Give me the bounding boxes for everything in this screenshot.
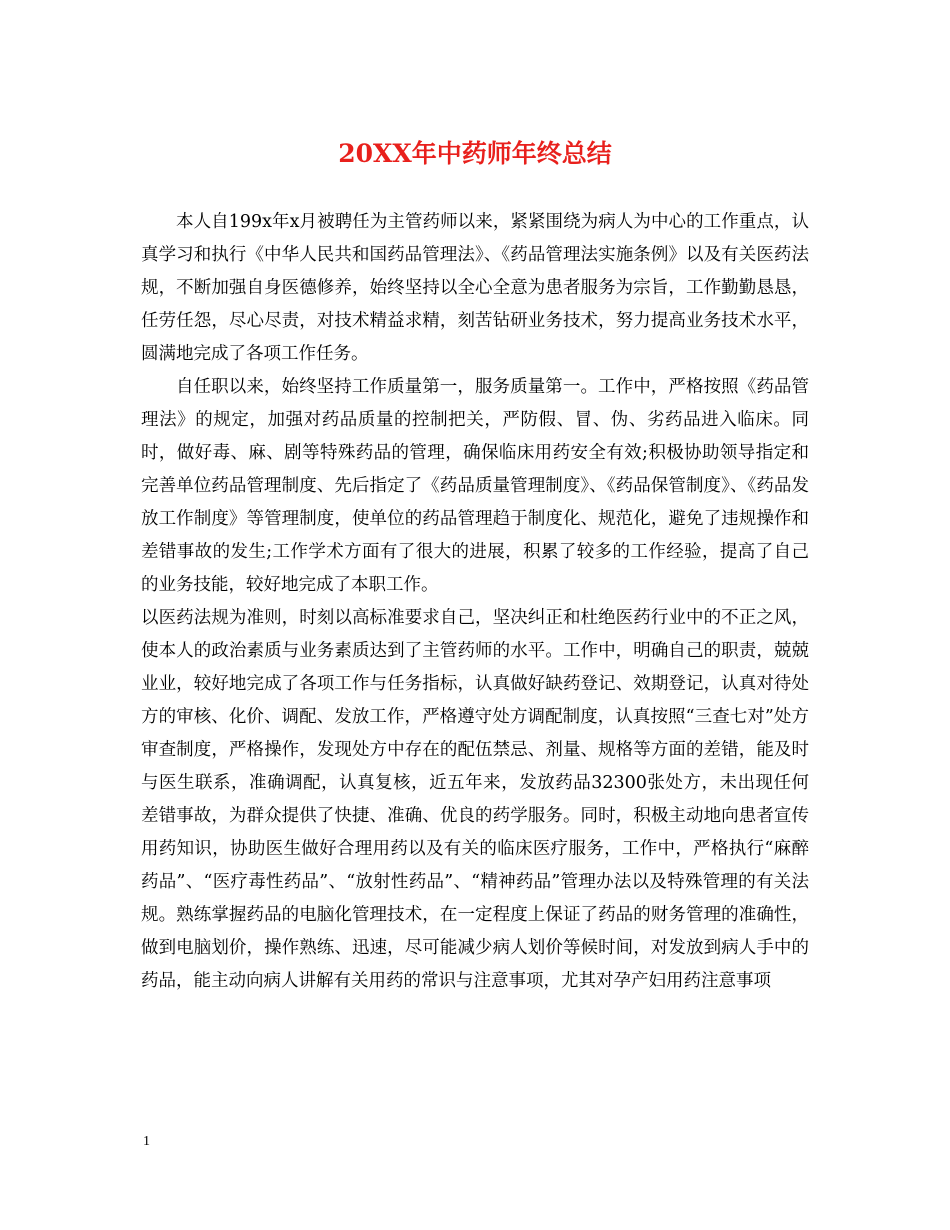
paragraph-3: 以医药法规为准则，时刻以高标准要求自己，坚决纠正和杜绝医药行业中的不正之风，使本人的政治素质与业务素质达到了主管药师的水平。工作中，明确自己的职责，兢兢业业，较好地完成了各项工作与任务指标，认真做好缺药登记、效期登记，认真对待处方的审核、化价、调配、发放工作，严格遵守处方调配制度，认真按照“三查七对”处方审查制度，严格操作，发现处方中存在的配伍禁忌、剂量、规格等方面的差错，能及时与医生联系，准确调配，认真复核，近五年来，发放药品32300张处方，未出现任何差错事故，为群众提供了快捷、准确、优良的药学服务。同时，积极主动地向患者宣传用药知识，协助医生做好合理用药以及有关的临床医疗服务，工作中，严格执行“麻醉药品”、“医疗毒性药品”、“放射性药品”、“精神药品”管理办法以及特殊管理的有关法规。熟练掌握药品的电脑化管理技术，在一定程度上保证了药品的财务管理的准确性，做到电脑划价，操作熟练、迅速，尽可能减少病人划价等候时间，对发放到病人手中的药品，能主动向病人讲解有关用药的常识与注意事项，尤其对孕产妇用药注意事项: [141, 608, 809, 991]
page-number: 1: [143, 1134, 150, 1149]
document-title: 20XX年中药师年终总结: [338, 139, 612, 168]
document-body: [141, 206, 809, 998]
paragraph-1: 本人自199x年x月被聘任为主管药师以来，紧紧围绕为病人为中心的工作重点，认真学习和执行《中华人民共和国药品管理法》、《药品管理法实施条例》以及有关医药法规，不断加强自身医德修养，始终坚持以全心全意为患者服务为宗旨，工作勤勤恳恳，任劳任怨，尽心尽责，对技术精益求精，刻苦钻研业务技术，努力提高业务技术水平，圆满地完成了各项工作任务。: [141, 212, 809, 364]
paragraph-2: 自任职以来，始终坚持工作质量第一，服务质量第一。工作中，严格按照《药品管理法》的规定，加强对药品质量的控制把关，严防假、冒、伪、劣药品进入临床。同时，做好毒、麻、剧等特殊药品的管理，确保临床用药安全有效;积极协助领导指定和完善单位药品管理制度、先后指定了《药品质量管理制度》、《药品保管制度》、《药品发放工作制度》等管理制度，使单位的药品管理趋于制度化、规范化，避免了违规操作和差错事故的发生;工作学术方面有了很大的进展，积累了较多的工作经验，提高了自己的业务技能，较好地完成了本职工作。: [141, 377, 809, 595]
